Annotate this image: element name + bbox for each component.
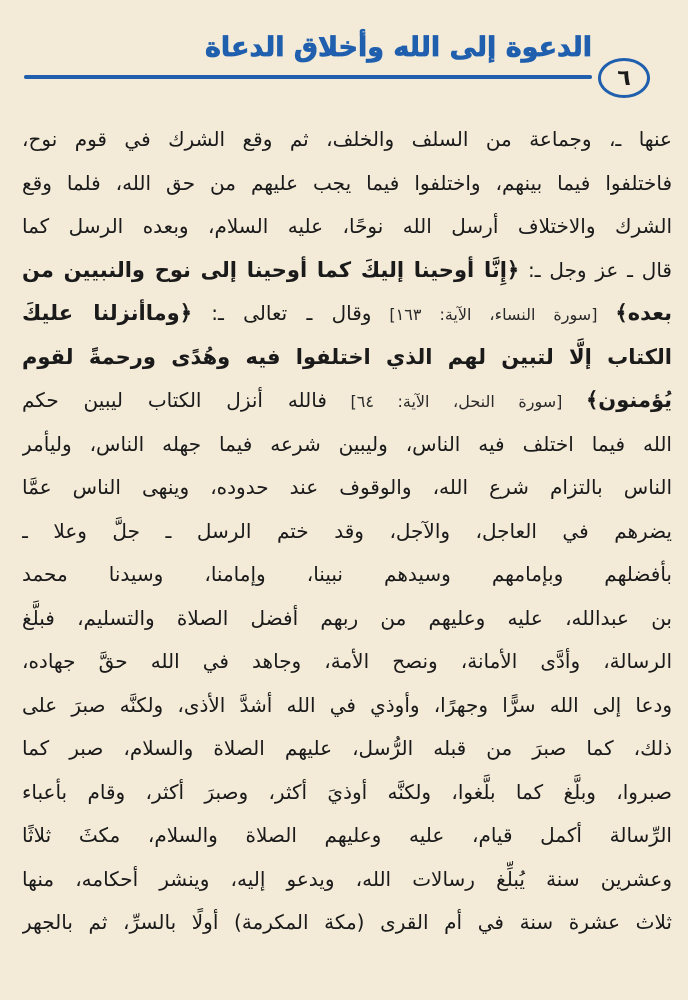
text-line (22, 162, 672, 206)
text-segment: فالله أنزل الكتاب ليبين حكم (22, 388, 327, 412)
text-line (22, 249, 672, 293)
text-segment: الرسالة، وأدَّى الأمانة، ونصح الأمة، وجاهد في الله حقَّ جهاده، (22, 649, 672, 673)
verse-reference: [سورة النساء، الآية: ١٦٣] (371, 305, 616, 324)
text-line (22, 423, 672, 467)
text-line (22, 118, 672, 162)
verse-reference: [سورة النحل، الآية: ٦٤] (326, 392, 586, 411)
text-line (22, 553, 672, 597)
book-title: الدعوة إلى الله وأخلاق الدعاة (204, 32, 592, 63)
text-line (22, 336, 672, 380)
text-line (22, 292, 672, 336)
text-segment: الشرك والاختلاف أرسل الله نوحًا، عليه السلام، وبعده الرسل كما (22, 214, 672, 238)
body-text (22, 118, 672, 945)
text-line (22, 510, 672, 554)
text-segment: فاختلفوا فيما بينهم، واختلفوا فيما يجب عليهم من حق الله، فلما وقع (22, 170, 672, 195)
text-segment: عنها ـ، وجماعة من السلف والخلف، ثم وقع الشرك في قوم نوح، (22, 127, 672, 151)
quran-verse: يُؤمنون﴾ (585, 388, 672, 412)
text-segment: وقال ـ تعالى ـ: (192, 301, 372, 325)
quran-verse: ﴿وماأنزلنا عليكَ (22, 301, 192, 325)
text-segment: ودعا إلى الله سرًّا وجهرًا، وأوذي في الله أشدَّ الأذى، ولكنَّه صبرَ على (22, 692, 672, 717)
quran-verse: الكتاب إلَّا لتبين لهم الذي اختلفوا فيه وهُدًى ورحمةً لقوم (22, 344, 672, 369)
text-line (22, 858, 672, 902)
text-line (22, 814, 672, 858)
running-header (30, 32, 592, 72)
text-segment: صبروا، وبلَّغ كما بلَّغوا، ولكنَّه أوذيَ أكثر، وصبرَ أكثر، وقام بأعباء (22, 779, 672, 804)
text-line (22, 205, 672, 249)
text-line (22, 727, 672, 771)
text-line (22, 466, 672, 510)
text-segment: وعشرين سنة يُبلِّغ رسالات الله، ويدعو إليه، وينشر أحكامه، منها (22, 866, 672, 891)
text-segment: الناس بالتزام شرع الله، والوقوف عند حدوده، وينهى الناس عمَّا (22, 475, 672, 499)
text-line (22, 640, 672, 684)
quran-verse: بعده﴾ (615, 301, 672, 325)
text-segment: قال ـ عز وجل ـ: (519, 257, 672, 282)
text-segment: بن عبدالله، عليه وعليهم من ربهم أفضل الصلاة والتسليم، فبلَّغ (22, 605, 672, 630)
text-line (22, 379, 672, 423)
text-segment: بأفضلهم وبإمامهم وسيدهم نبينا، وإمامنا، وسيدنا محمد (22, 562, 672, 586)
header-rule (24, 75, 592, 79)
page-number: ٦ (598, 58, 650, 98)
text-segment: الله فيما اختلف فيه الناس، وليبين شرعه فيما جهله الناس، وليأمر (22, 431, 672, 456)
text-line (22, 771, 672, 815)
text-segment: الرِّسالة أكمل قيام، عليه وعليهم الصلاة والسلام، مكثَ ثلاثًا (22, 823, 672, 847)
text-line (22, 597, 672, 641)
text-segment: ذلك، كما صبرَ من قبله الرُّسل، عليهم الصلاة والسلام، صبر كما (22, 736, 672, 760)
text-line (22, 901, 672, 945)
text-segment: يضرهم في العاجل، والآجل، وقد ختم الرسل ـ جلَّ وعلا ـ (22, 518, 672, 543)
text-line (22, 684, 672, 728)
quran-verse: ﴿إِنَّا أوحينا إليكَ كما أوحينا إلى نوح والنبيين من (22, 257, 520, 282)
text-segment: ثلاث عشرة سنة في أم القرى (مكة المكرمة) أولًا بالسرِّ، ثم بالجهر (22, 910, 672, 934)
